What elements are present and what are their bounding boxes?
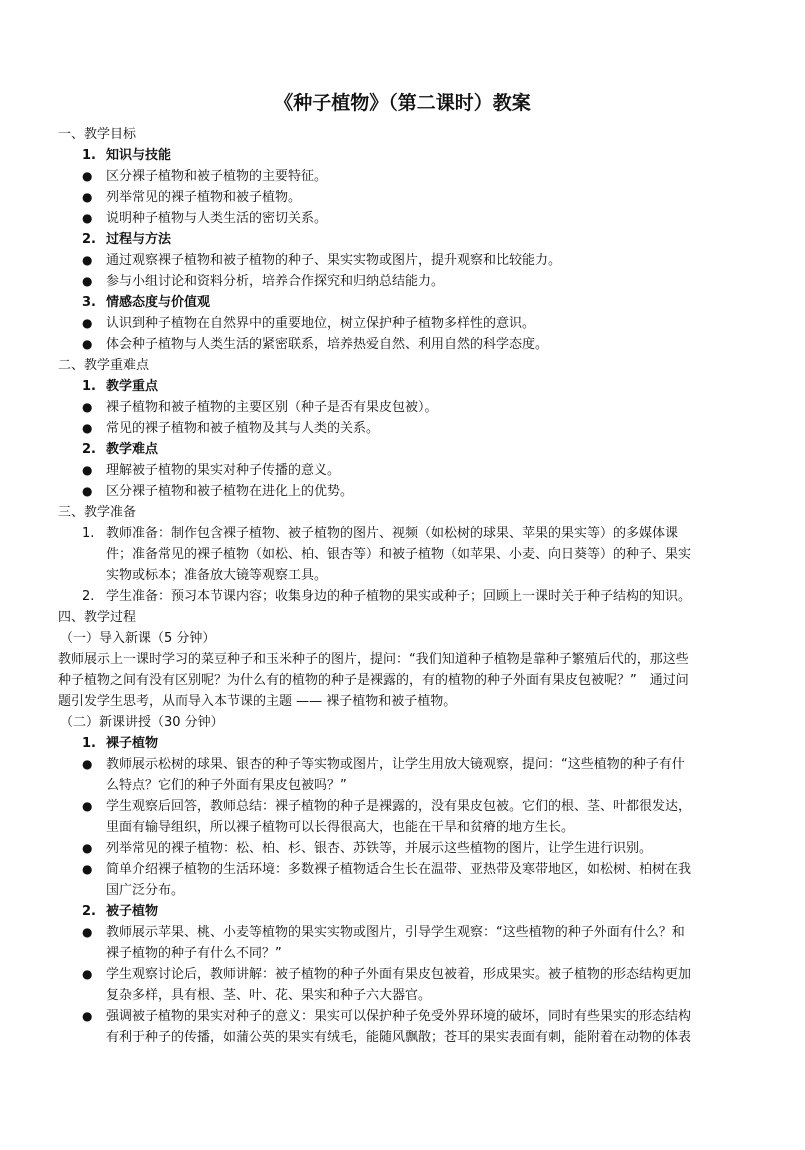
bullet-item	[58, 796, 747, 838]
bullet-item: ● 体会种子植物与人类生活的紧密联系，培养热爱自然、利用自然的科学态度。	[58, 334, 747, 355]
bullet-icon: ●	[82, 757, 93, 771]
subsection-heading: （一）导入新课（5 分钟）	[60, 631, 216, 646]
text-line: 教师展示上一课时学习的菜豆种子和玉米种子的图片，提问：“我们知道种子植物是靠种子繁殖后代的，那这些	[58, 652, 689, 667]
bullet-icon: ●	[82, 316, 93, 330]
text-line: 里面有输导组织，所以裸子植物可以长得很高大，也能在干旱和贫瘠的地方生长。	[106, 820, 575, 835]
text-line: 么特点？它们的种子外面有果皮包被吗？”	[106, 778, 347, 793]
subheading-text: 知识与技能	[106, 148, 172, 163]
text-line: 种子植物之间有没有区别呢？为什么有的植物的种子是裸露的，有的植物的种子外面有果皮包被呢？” 通过问	[58, 673, 689, 688]
numbered-subheading	[58, 292, 747, 313]
subheading-text: 教学难点	[106, 442, 159, 457]
item-number: 2.	[82, 904, 96, 919]
bullet-icon: ●	[82, 925, 93, 939]
bullet-icon: ●	[82, 337, 93, 351]
text-line: 简单介绍裸子植物的生活环境：多数裸子植物适合生长在温带、亚热带及寒带地区，如松树、柏树在我	[106, 862, 692, 877]
text-line: 列举常见的裸子植物：松、柏、杉、银杏、苏铁等，并展示这些植物的图片，让学生进行识别。	[106, 841, 653, 856]
text-line: 有利于种子的传播，如蒲公英的果实有绒毛，能随风飘散；苍耳的果实表面有刺，能附着在动物的体表	[106, 1030, 692, 1045]
numbered-subheading	[58, 439, 747, 460]
paragraph	[58, 649, 747, 712]
text-line: 实物或标本；准备放大镜等观察工具。	[106, 568, 328, 583]
bullet-icon: ●	[82, 253, 93, 267]
item-number: 1.	[82, 526, 95, 541]
text-line: 教师准备：制作包含裸子植物、被子植物的图片、视频（如松树的球果、苹果的果实等）的多媒体课	[106, 526, 679, 541]
numbered-subheading	[58, 901, 747, 922]
section-heading: 四、教学过程	[58, 610, 137, 625]
bullet-icon: ●	[82, 862, 93, 876]
bullet-icon: ●	[82, 841, 93, 855]
bullet-icon: ●	[82, 211, 93, 225]
text-line: 裸子植物的种子有什么不同？”	[106, 946, 282, 961]
bullet-item: ● 参与小组讨论和资料分析，培养合作探究和归纳总结能力。	[58, 271, 747, 292]
subsection-heading: （二）新课讲授（30 分钟）	[60, 715, 224, 730]
item-number: 2.	[82, 232, 96, 247]
numbered-subheading	[58, 733, 747, 754]
item-number: 1.	[82, 379, 96, 394]
bullet-icon: ●	[82, 400, 93, 414]
bullet-item: ● 裸子植物和被子植物的主要区别（种子是否有果皮包被）。	[58, 397, 747, 418]
numbered-subheading	[58, 145, 747, 166]
text-line: 教师展示苹果、桃、小麦等植物的果实实物或图片，引导学生观察：“这些植物的种子外面有什么？和	[106, 925, 685, 940]
text-line: 题引发学生思考，从而导入本节课的主题 —— 裸子植物和被子植物。	[58, 694, 457, 709]
bullet-item	[58, 964, 747, 1006]
bullet-item: ● 认识到种子植物在自然界中的重要地位，树立保护种子植物多样性的意识。	[58, 313, 747, 334]
bullet-item	[58, 859, 747, 901]
numbered-subheading	[58, 376, 747, 397]
numbered-subheading	[58, 229, 747, 250]
bullet-icon: ●	[82, 484, 93, 498]
text-line: 学生观察讨论后，教师讲解：被子植物的种子外面有果皮包被着，形成果实。被子植物的形态结构更加	[106, 967, 692, 982]
section-heading: 三、教学准备	[58, 505, 137, 520]
subheading-text: 裸子植物	[106, 736, 159, 751]
text-line: 国广泛分布。	[106, 883, 185, 898]
bullet-icon: ●	[82, 421, 93, 435]
subheading-text: 教学重点	[106, 379, 159, 394]
subheading-text: 过程与方法	[106, 232, 172, 247]
section-heading: 一、教学目标	[58, 127, 137, 142]
bullet-item: ● 区分裸子植物和被子植物的主要特征。	[58, 166, 747, 187]
bullet-item	[58, 1006, 747, 1048]
bullet-icon: ●	[82, 967, 93, 981]
item-number: 2.	[82, 589, 95, 604]
subheading-text: 被子植物	[106, 904, 159, 919]
section-heading: 二、教学重难点	[58, 358, 150, 373]
bullet-item	[58, 754, 747, 796]
item-number: 3.	[82, 295, 96, 310]
text-line: 学生观察后回答，教师总结：裸子植物的种子是裸露的，没有果皮包被。它们的根、茎、叶都很发达，	[106, 799, 692, 814]
subheading-text: 情感态度与价值观	[106, 295, 211, 310]
text-line: 强调被子植物的果实对种子的意义：果实可以保护种子免受外界环境的破坏，同时有些果实的形态结构	[106, 1009, 692, 1024]
bullet-item: ● 区分裸子植物和被子植物在进化上的优势。	[58, 481, 747, 502]
item-number: 1.	[82, 736, 96, 751]
numbered-item	[58, 586, 747, 607]
text-line: 教师展示松树的球果、银杏的种子等实物或图片，让学生用放大镜观察，提问：“这些植物的种子有什	[106, 757, 685, 772]
bullet-item: ● 常见的裸子植物和被子植物及其与人类的关系。	[58, 418, 747, 439]
bullet-icon: ●	[82, 1009, 93, 1023]
bullet-item: ● 通过观察裸子植物和被子植物的种子、果实实物或图片，提升观察和比较能力。	[58, 250, 747, 271]
bullet-icon: ●	[82, 169, 93, 183]
bullet-icon: ●	[82, 274, 93, 288]
item-number: 1.	[82, 148, 96, 163]
text-line: 件；准备常见的裸子植物（如松、柏、银杏等）和被子植物（如苹果、小麦、向日葵等）的种子、果实	[106, 547, 692, 562]
bullet-item: ● 列举常见的裸子植物和被子植物。	[58, 187, 747, 208]
bullet-icon: ●	[82, 463, 93, 477]
item-number: 2.	[82, 442, 96, 457]
bullet-item: ● 说明种子植物与人类生活的密切关系。	[58, 208, 747, 229]
bullet-icon: ●	[82, 799, 93, 813]
document-title: 《种子植物》（第二课时）教案	[274, 92, 531, 114]
bullet-item	[58, 922, 747, 964]
bullet-icon: ●	[82, 190, 93, 204]
bullet-item	[58, 838, 747, 859]
bullet-item: ● 理解被子植物的果实对种子传播的意义。	[58, 460, 747, 481]
text-line: 复杂多样，具有根、茎、叶、花、果实和种子六大器官。	[106, 988, 432, 1003]
text-line: 学生准备：预习本节课内容；收集身边的种子植物的果实或种子；回顾上一课时关于种子结构的知识。	[106, 589, 692, 604]
numbered-item	[58, 523, 747, 586]
